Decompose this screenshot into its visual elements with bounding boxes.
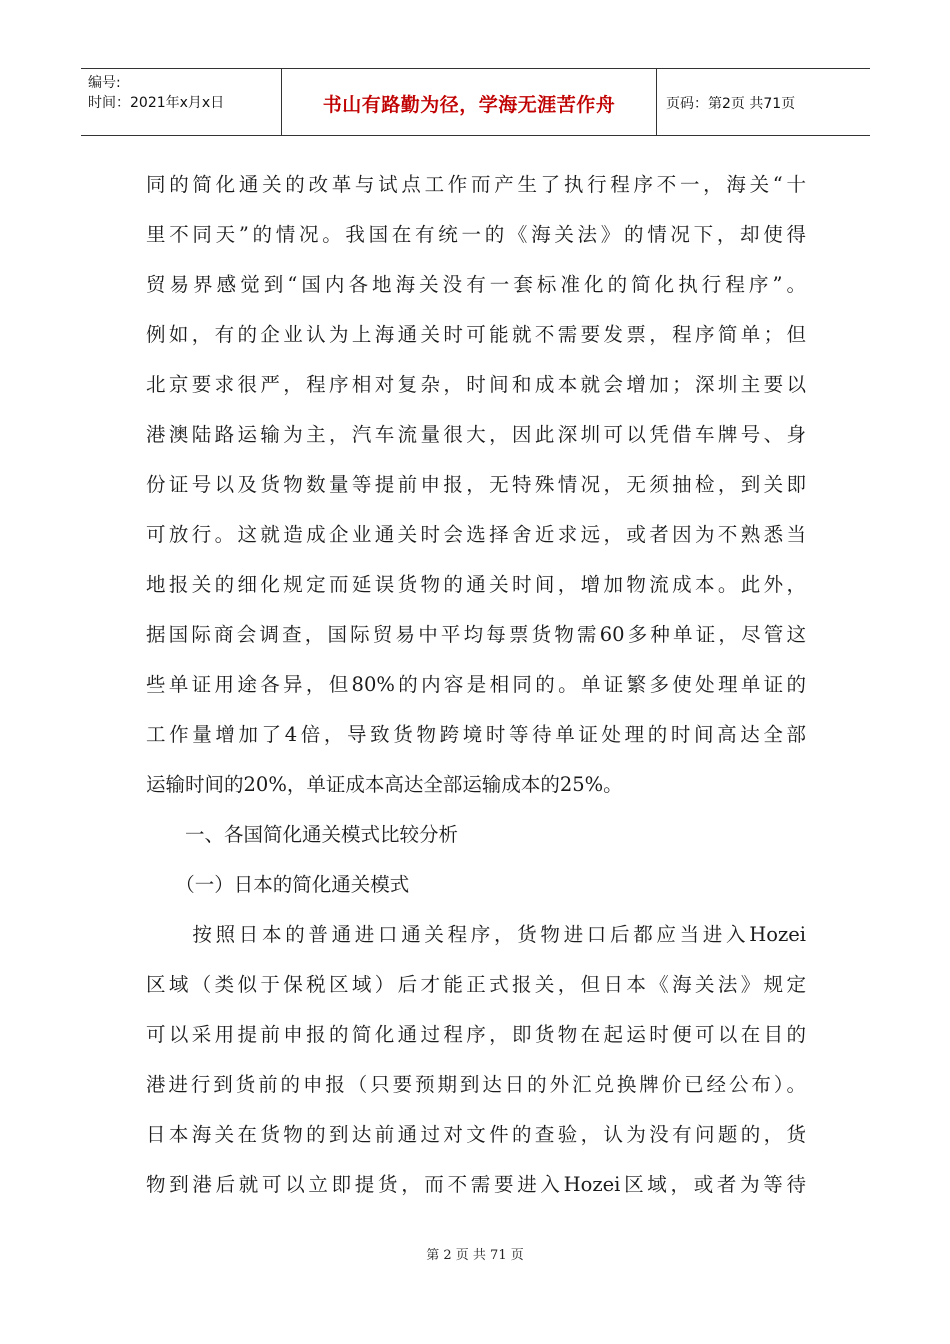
page-footer: 第 2 页 共 71 页 — [426, 1248, 524, 1263]
header-meta — [88, 73, 224, 113]
body-line: 贸易界感觉到“国内各地海关没有一套标准化的简化执行程序”。 — [146, 273, 806, 296]
body-line: 工作量增加了4倍，导致货物跨境时等待单证处理的时间高达全部 — [146, 723, 806, 746]
body-line: 港进行到货前的申报（只要预期到达日的外汇兑换牌价已经公布）。 — [146, 1073, 806, 1096]
body-line: 可放行。这就造成企业通关时会选择舍近求远，或者因为不熟悉当 — [146, 523, 806, 546]
body-line: 日本海关在货物的到达前通过对文件的查验，认为没有问题的，货 — [146, 1123, 806, 1146]
body-line: 些单证用途各异，但80%的内容是相同的。单证繁多使处理单证的 — [146, 673, 806, 696]
body-line: 港澳陆路运输为主，汽车流量很大，因此深圳可以凭借车牌号、身 — [146, 423, 806, 446]
document-header — [81, 68, 870, 136]
header-motto: 书山有路勤为径，学海无涯苦作舟 — [322, 94, 616, 116]
header-page-info: 页码：第2页 共71页 — [666, 96, 796, 112]
body-line: 按照日本的普通进口通关程序，货物进口后都应当进入Hozei — [146, 923, 806, 946]
body-line: 同的简化通关的改革与试点工作而产生了执行程序不一，海关“十 — [146, 173, 806, 196]
body-line: 运输时间的20%，单证成本高达全部运输成本的25%。 — [146, 773, 623, 796]
body-line: 可以采用提前申报的简化通过程序，即货物在起运时便可以在目的 — [146, 1023, 806, 1046]
body-line: 据国际商会调查，国际贸易中平均每票货物需60多种单证，尽管这 — [146, 623, 806, 646]
body-line: 里不同天”的情况。我国在有统一的《海关法》的情况下，却使得 — [146, 223, 806, 246]
document-body — [146, 160, 806, 1210]
document-number-label: 编号: — [88, 75, 121, 91]
body-line: 例如，有的企业认为上海通关时可能就不需要发票，程序简单；但 — [146, 323, 806, 346]
body-line: 份证号以及货物数量等提前申报，无特殊情况，无须抽检，到关即 — [146, 473, 806, 496]
document-date: 时间：2021年x月x日 — [88, 95, 225, 111]
subsection-heading: （一）日本的简化通关模式 — [146, 873, 410, 896]
body-line: 北京要求很严，程序相对复杂，时间和成本就会增加；深圳主要以 — [146, 373, 806, 396]
body-line: 物到港后就可以立即提货，而不需要进入Hozei区域，或者为等待 — [146, 1173, 806, 1196]
body-line: 区域（类似于保税区域）后才能正式报关，但日本《海关法》规定 — [146, 973, 806, 996]
body-line: 地报关的细化规定而延误货物的通关时间，增加物流成本。此外， — [146, 573, 806, 596]
header-divider — [656, 69, 657, 136]
section-heading: 一、各国简化通关模式比较分析 — [146, 823, 459, 846]
